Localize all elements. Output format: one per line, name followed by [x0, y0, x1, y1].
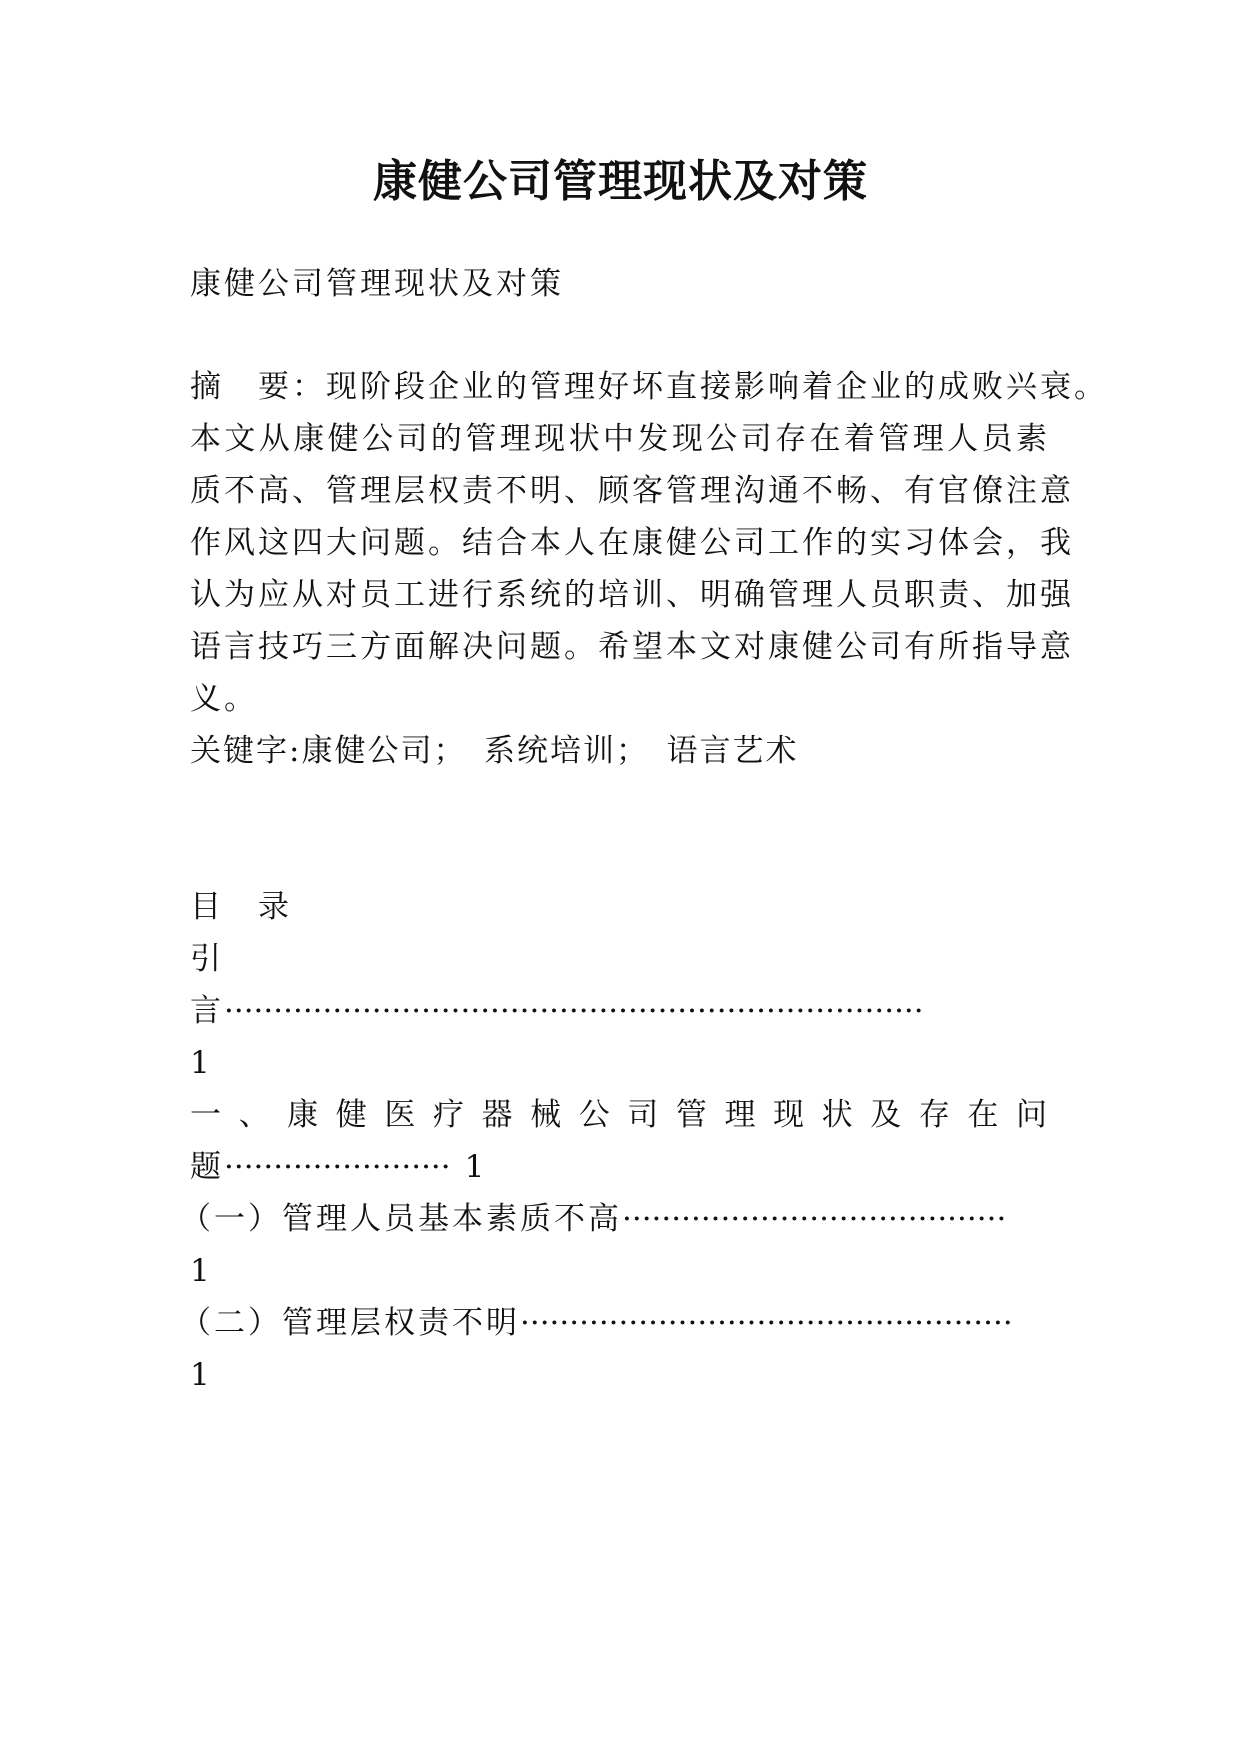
abstract-line: 认为应从对员工进行系统的培训、明确管理人员职责、加强 — [190, 577, 1074, 613]
abstract-line: 质不高、管理层权责不明、顾客管理沟通不畅、有官僚注意 — [190, 473, 1074, 509]
document-title: 康健公司管理现状及对策 — [373, 156, 868, 207]
document-subtitle: 康健公司管理现状及对策 — [190, 266, 564, 302]
toc-leader-dots: ·················································· — [520, 1305, 1013, 1341]
abstract-line: 语言技巧三方面解决问题。希望本文对康健公司有所指导意 — [190, 629, 1074, 665]
toc-leader-dots: ······················· — [224, 1149, 451, 1185]
toc-entry-text: （一）管理人员基本素质不高 — [180, 1201, 622, 1237]
abstract-line: 作风这四大问题。结合本人在康健公司工作的实习体会，我 — [190, 525, 1074, 561]
toc-leader-dots: ······································· — [622, 1201, 1007, 1237]
toc-page-number: 1 — [464, 1149, 485, 1185]
toc-page-number: 1 — [190, 1253, 210, 1289]
toc-entry-subsection2 — [180, 1303, 1050, 1343]
toc-entry-subsection1 — [180, 1199, 1050, 1239]
toc-entry-text: 题 — [190, 1149, 224, 1185]
keywords: 关键字:康健公司； 系统培训； 语言艺术 — [190, 733, 799, 769]
toc-entry-intro-line2 — [190, 991, 1050, 1031]
toc-entry-intro-line1: 引 — [190, 941, 224, 977]
toc-entry-text: 言 — [190, 993, 224, 1029]
abstract-line: 义。 — [190, 681, 258, 717]
toc-leader-dots: ······································································· — [224, 993, 924, 1029]
toc-heading: 目 录 — [190, 889, 292, 925]
toc-page-number: 1 — [190, 1357, 210, 1393]
toc-entry-section1-line2 — [190, 1147, 1050, 1187]
abstract-line: 本文从康健公司的管理现状中发现公司存在着管理人员素 — [190, 421, 1050, 457]
toc-entry-section1-line1: 一、康健医疗器械公司管理现状及存在问 — [190, 1097, 1050, 1133]
abstract-line: 摘 要：现阶段企业的管理好坏直接影响着企业的成败兴衰。 — [190, 369, 1108, 405]
toc-page-number: 1 — [190, 1045, 210, 1081]
toc-entry-text: （二）管理层权责不明 — [180, 1305, 520, 1341]
